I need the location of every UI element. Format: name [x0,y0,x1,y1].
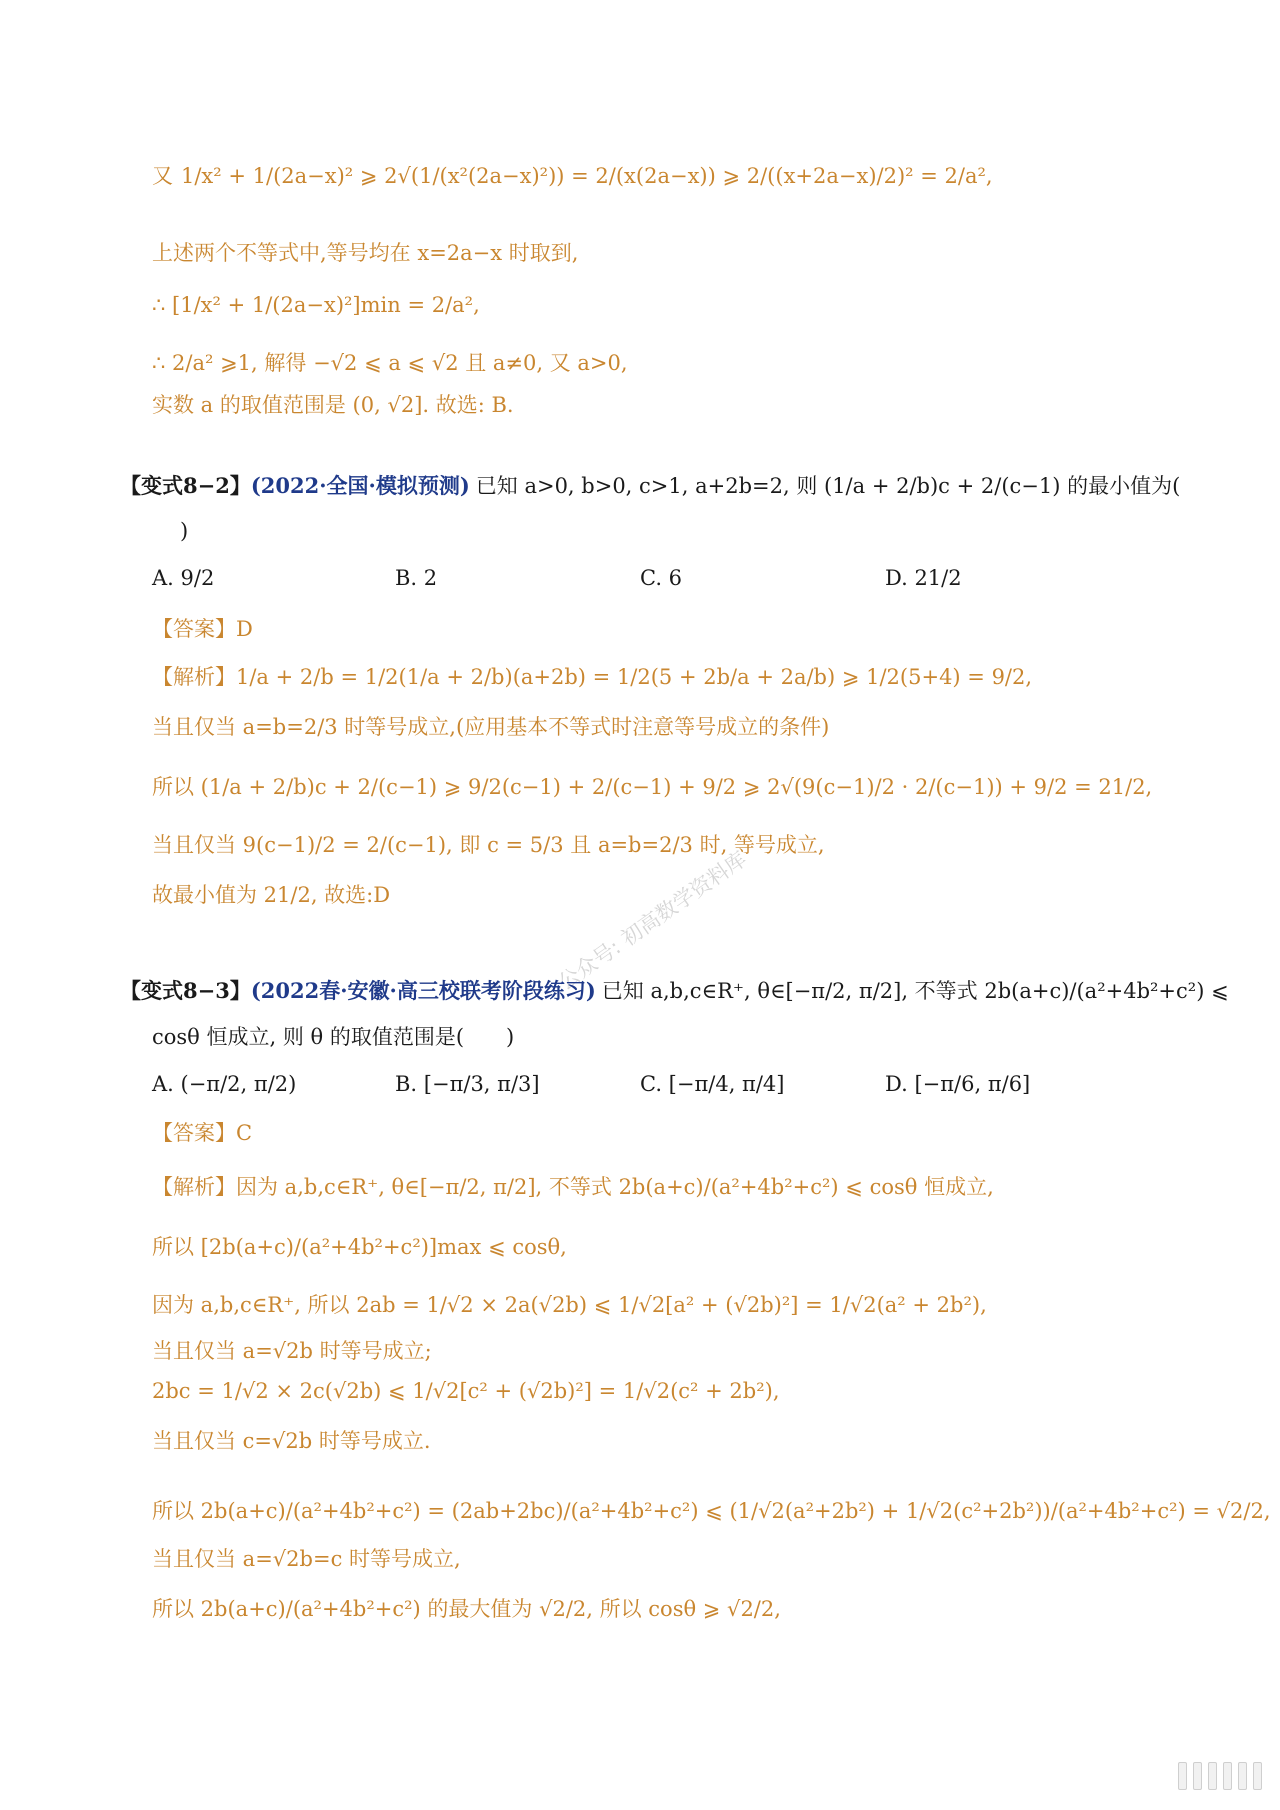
analysis-line: 所以 (1/a + 2/b)c + 2/(c−1) ⩾ 9/2(c−1) + 2/(c−1) + 9/2 ⩾ 2√(9(c−1)/2 · 2/(c−1)) + 9/2 = 21/2, [152,775,1153,799]
analysis-line: 故最小值为 21/2, 故选:D [152,883,391,907]
analysis-line: 2bc = 1/√2 × 2c(√2b) ⩽ 1/√2[c² + (√2b)²] = 1/√2(c² + 2b²), [152,1379,780,1403]
solution-line: 上述两个不等式中,等号均在 x=2a−x 时取到, [152,241,579,265]
text-prefix: 又 [152,164,173,188]
analysis-text: 因为 a,b,c∈R⁺, θ∈[−π/2, π/2], 不等式 2b(a+c)/(a²+4b²+c²) ⩽ cosθ 恒成立, [236,1175,994,1199]
analysis-label: 【解析】 [152,665,236,689]
answer-line: 【答案】C [152,1121,253,1145]
analysis-text: 1/a + 2/b = 1/2(1/a + 2/b)(a+2b) = 1/2(5 + 2b/a + 2a/b) ⩾ 1/2(5+4) = 9/2, [236,665,1033,689]
analysis-line: 当且仅当 c=√2b 时等号成立. [152,1429,431,1453]
question-stem-2: cosθ 恒成立, 则 θ 的取值范围是( ) [152,1025,515,1049]
question-stem: 已知 a,b,c∈R⁺, θ∈[−π/2, π/2], 不等式 2b(a+c)/(a²+4b²+c²) ⩽ [601,979,1229,1003]
indicator-bar [1178,1762,1187,1790]
option-d: D. 21/2 [885,566,962,590]
solution-line: ∴ 2/a² ⩾1, 解得 −√2 ⩽ a ⩽ √2 且 a≠0, 又 a>0, [152,351,628,375]
option-c: C. [−π/4, π/4] [640,1072,785,1096]
option-b: B. 2 [395,566,438,590]
option-c: C. 6 [640,566,683,590]
analysis-line [152,664,1032,690]
indicator-bar [1223,1762,1232,1790]
option-d: D. [−π/6, π/6] [885,1072,1031,1096]
analysis-line: 当且仅当 a=√2b=c 时等号成立, [152,1547,461,1571]
formula-line1: 1/x² + 1/(2a−x)² ⩾ 2√(1/(x²(2a−x)²)) = 2/(x(2a−x)) ⩾ 2/((x+2a−x)/2)² = 2/a², [181,164,993,188]
solution-line [152,163,993,189]
solution-line: ∴ [1/x² + 1/(2a−x)²]min = 2/a², [152,293,480,317]
analysis-line: 当且仅当 9(c−1)/2 = 2/(c−1), 即 c = 5/3 且 a=b=2/3 时, 等号成立, [152,833,825,857]
indicator-bar [1193,1762,1202,1790]
option-a: A. 9/2 [152,566,215,590]
analysis-line [152,1174,994,1200]
option-b: B. [−π/3, π/3] [395,1072,540,1096]
question-stem-end: ) [180,519,189,543]
watermark: 公众号: 初高数学资料库 [553,846,751,995]
option-a: A. (−π/2, π/2) [152,1072,297,1096]
question-source: (2022·全国·模拟预测) [250,473,470,498]
solution-line: 实数 a 的取值范围是 (0, √2]. 故选: B. [152,393,514,417]
analysis-line: 所以 2b(a+c)/(a²+4b²+c²) 的最大值为 √2/2, 所以 cosθ ⩾ √2/2, [152,1597,781,1621]
question-tag: 【变式8−3】 [120,978,251,1003]
answer-line: 【答案】D [152,617,253,641]
indicator-bar [1253,1762,1262,1790]
analysis-label: 【解析】 [152,1175,236,1199]
indicator-bar [1208,1762,1217,1790]
question-heading [120,470,1180,500]
analysis-line: 当且仅当 a=b=2/3 时等号成立,(应用基本不等式时注意等号成立的条件) [152,715,830,739]
page-indicator [1178,1762,1262,1790]
question-source: (2022春·安徽·高三校联考阶段练习) [250,978,596,1003]
question-tag: 【变式8−2】 [120,473,251,498]
indicator-bar [1238,1762,1247,1790]
analysis-line: 所以 [2b(a+c)/(a²+4b²+c²)]max ⩽ cosθ, [152,1235,567,1259]
question-heading [120,975,1229,1005]
analysis-line: 因为 a,b,c∈R⁺, 所以 2ab = 1/√2 × 2a(√2b) ⩽ 1/√2[a² + (√2b)²] = 1/√2(a² + 2b²), [152,1293,987,1317]
analysis-line: 当且仅当 a=√2b 时等号成立; [152,1339,432,1363]
question-stem: 已知 a>0, b>0, c>1, a+2b=2, 则 (1/a + 2/b)c + 2/(c−1) 的最小值为( [475,474,1181,498]
analysis-line: 所以 2b(a+c)/(a²+4b²+c²) = (2ab+2bc)/(a²+4b²+c²) ⩽ (1/√2(a²+2b²) + 1/√2(c²+2b²))/(a²+4b²+c²) = √2/2, [152,1499,1271,1523]
